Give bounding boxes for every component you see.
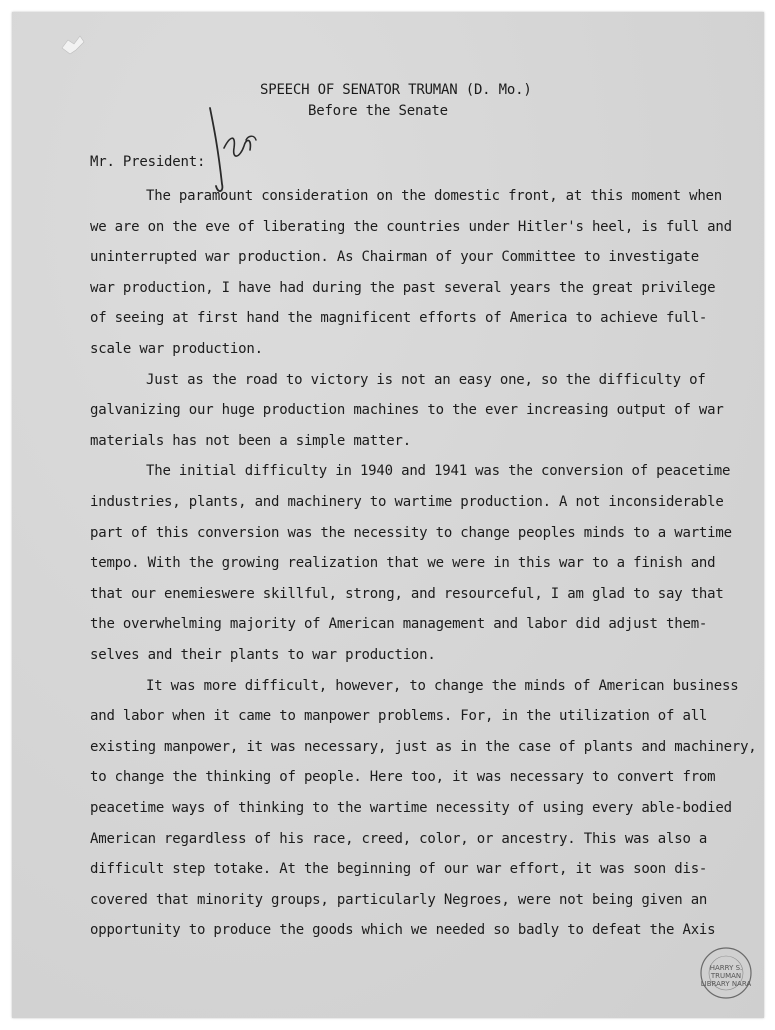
text-line: Just as the road to victory is not an easy one, so the difficulty of — [146, 371, 706, 388]
text-line: that our enemieswere skillful, strong, and resourceful, I am glad to say that — [90, 585, 724, 602]
handwritten-mark-icon — [200, 88, 260, 198]
text-line: It was more difficult, however, to change the minds of American business — [146, 677, 739, 694]
text-line: American regardless of his race, creed, color, or ancestry. This was also a — [90, 830, 708, 847]
text-line: we are on the eve of liberating the countries under Hitler's heel, is full and — [90, 218, 732, 235]
text-line: covered that minority groups, particularly Negroes, were not being given an — [90, 891, 708, 908]
text-line: scale war production. — [90, 341, 263, 357]
text-line: and labor when it came to manpower problems. For, in the utilization of all — [90, 708, 708, 725]
text-line: The paramount consideration on the domestic front, at this moment when — [146, 188, 723, 204]
text-line: The initial difficulty in 1940 and 1941 was the conversion of peacetime — [146, 463, 731, 480]
text-line: peacetime ways of thinking to the wartime necessity of using every able-bodied — [90, 800, 732, 816]
text-line: to change the thinking of people. Here too, it was necessary to convert from — [90, 769, 716, 786]
text-line: of seeing at first hand the magnificent efforts of America to achieve full- — [90, 310, 708, 327]
text-line: selves and their plants to war production. — [90, 647, 436, 663]
text-line: galvanizing our huge production machines to the ever increasing output of war — [90, 402, 724, 419]
text-line: existing manpower, it was necessary, just as in the case of plants and machinery, — [90, 738, 757, 755]
document-page — [12, 12, 764, 1018]
archive-stamp — [699, 946, 753, 1000]
text-line: tempo. With the growing realization that we were in this war to a finish and — [90, 555, 716, 572]
text-line: uninterrupted war production. As Chairman of your Committee to investigate — [90, 249, 699, 266]
text-line: materials has not been a simple matter. — [90, 432, 411, 449]
stamp-text: HARRY S. TRUMAN LIBRARY NARA — [700, 964, 752, 988]
page-title: SPEECH OF SENATOR TRUMAN (D. Mo.) — [260, 82, 532, 98]
text-line: industries, plants, and machinery to wartime production. A not inconsiderable — [90, 494, 724, 510]
text-line: difficult step totake. At the beginning of our war effort, it was soon dis- — [90, 861, 708, 878]
page-subtitle: Before the Senate — [308, 103, 448, 119]
text-line: war production, I have had during the past several years the great privilege — [90, 279, 716, 296]
text-line: opportunity to produce the goods which we needed so badly to defeat the Axis — [90, 922, 716, 939]
text-line: part of this conversion was the necessity to change peoples minds to a wartime — [90, 524, 732, 541]
text-line: the overwhelming majority of American management and labor did adjust them- — [90, 616, 708, 633]
salutation: Mr. President: — [90, 154, 206, 170]
paper-tear-icon — [60, 34, 90, 62]
